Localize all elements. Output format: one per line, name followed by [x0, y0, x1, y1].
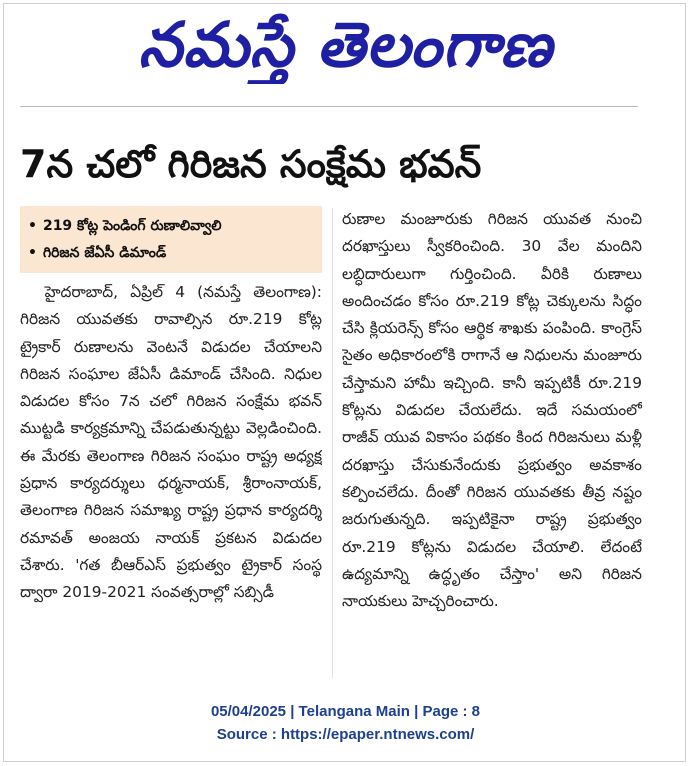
highlights-box	[20, 206, 322, 273]
footer-source-link[interactable]: Source : https://epaper.ntnews.com/	[216, 726, 475, 743]
masthead-divider	[20, 106, 638, 107]
article-column-right	[342, 206, 642, 672]
bullet-icon: •	[28, 245, 37, 261]
highlight-item: • 219 కోట్ల పెండింగ్ రుణాలివ్వాలి	[28, 218, 222, 234]
article-column-left	[20, 206, 322, 690]
article-body-left: హైదరాబాద్, ఏప్రిల్ 4 (నమస్తే తెలంగాణ): గిరిజన యువతకు రావాల్సిన రూ.219 కోట్ల ట్రైకార్ రుణాలను వెంటనే విడుదల చేయాలని గిరిజన సంఘాల జేఏసీ డిమాండ్ చేసింది. నిధుల విడుదల కోసం 7న చలో గిరిజన సంక్షేమ భవన్ ముట్టడి కార్యక్రమాన్ని చేపడుతున్నట్టు వెల్లడించింది. ఈ మేరకు తెలంగాణ గిరిజన సంఘం రాష్ట్ర అధ్యక్ష ప్రధాన కార్యదర్శులు ధర్మనాయక్, శ్రీరాంనాయక్, తెలంగాణ గిరిజన సమాఖ్య రాష్ట్ర ప్రధాన కార్యదర్శి రమావత్ అంజయ నాయక్ ప్రకటన విడుదల చేశారు. 'గత బీఆర్ఎస్ ప్రభుత్వం ట్రైకార్ సంస్థ ద్వారా 2019-2021 సంవత్సరాల్లో సబ్సిడీ	[20, 283, 322, 602]
article-headline: 7న చలో గిరిజన సంక్షేమ భవన్	[20, 142, 482, 186]
footer-edition-info: 05/04/2025 | Telangana Main | Page : 8	[210, 703, 481, 720]
article-body-right: రుణాల మంజూరుకు గిరిజన యువత నుంచి దరఖాస్తులు స్వీకరించింది. 30 వేల మందిని లబ్ధిదారులుగా గుర్తించింది. వీరికి రుణాలు అందించడం కోసం రూ.219 కోట్ల చెక్కులను సిద్ధం చేసి క్లియరెన్స్ కోసం ఆర్థిక శాఖకు పంపింది. కాంగ్రెస్ సైతం అధికారంలోకి రాగానే ఆ నిధులను మంజూరు చేస్తామని హామీ ఇచ్చింది. కానీ ఇప్పటికీ రూ.219 కోట్లను విడుదల చేయలేదు. ఇదే సమయంలో రాజీవ్ యువ వికాసం పథకం కింద గిరిజనులు మళ్లీ దరఖాస్తు చేసుకునేందుకు ప్రభుత్వం అవకాశం కల్పించలేదు. దీంతో గిరిజన యువతకు తీవ్ర నష్టం జరుగుతున్నది. ఇప్పటికైనా రాష్ట్ర ప్రభుత్వం రూ.219 కోట్లను విడుదల చేయాలి. లేదంటే ఉద్యమాన్ని ఉద్ధృతం చేస్తాం' అని గిరిజన నాయకులు హెచ్చరించారు.	[342, 210, 642, 611]
highlight-item: • గిరిజన జేఏసీ డిమాండ్	[28, 245, 167, 261]
newspaper-masthead: నమస్తే తెలంగాణ	[138, 8, 553, 81]
column-divider	[332, 208, 333, 678]
clipped-text-edge	[22, 684, 322, 692]
bullet-icon: •	[28, 218, 37, 234]
